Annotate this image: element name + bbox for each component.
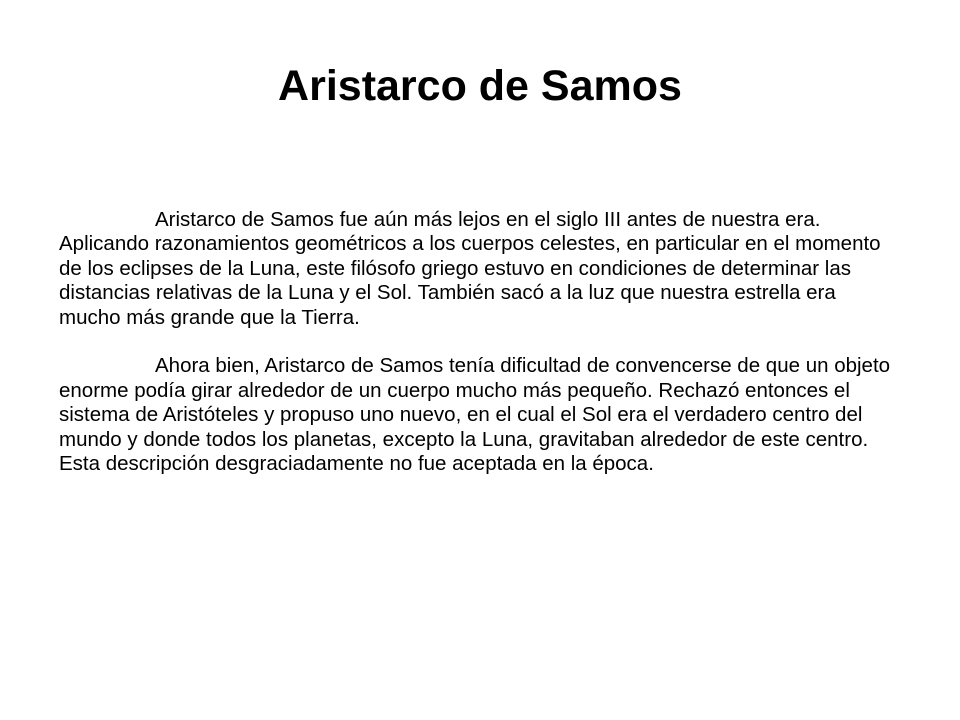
body-paragraph-1: Aristarco de Samos fue aún más lejos en el siglo III antes de nuestra era. Aplicando razonamientos geométricos a los cuerpos celestes, en particular en el momento de los eclipses de la Luna, este filósofo griego estuvo en condiciones de determinar las distancias relativas de la Luna y el Sol. También sacó a la luz que nuestra estrella era mucho más grande que la Tierra. bbox=[59, 208, 881, 329]
slide-title: Aristarco de Samos bbox=[278, 62, 682, 110]
body-paragraph-2: Ahora bien, Aristarco de Samos tenía dificultad de convencerse de que un objeto enorme podía girar alrededor de un cuerpo mucho más pequeño. Rechazó entonces el sistema de Aristóteles y propuso uno nuevo, en el cual el Sol era el verdadero centro del mundo y donde todos los planetas, excepto la Luna, gravitaban alrededor de este centro. Esta descripción desgraciadamente no fue aceptada en la época. bbox=[59, 354, 891, 476]
slide-body bbox=[59, 208, 901, 476]
